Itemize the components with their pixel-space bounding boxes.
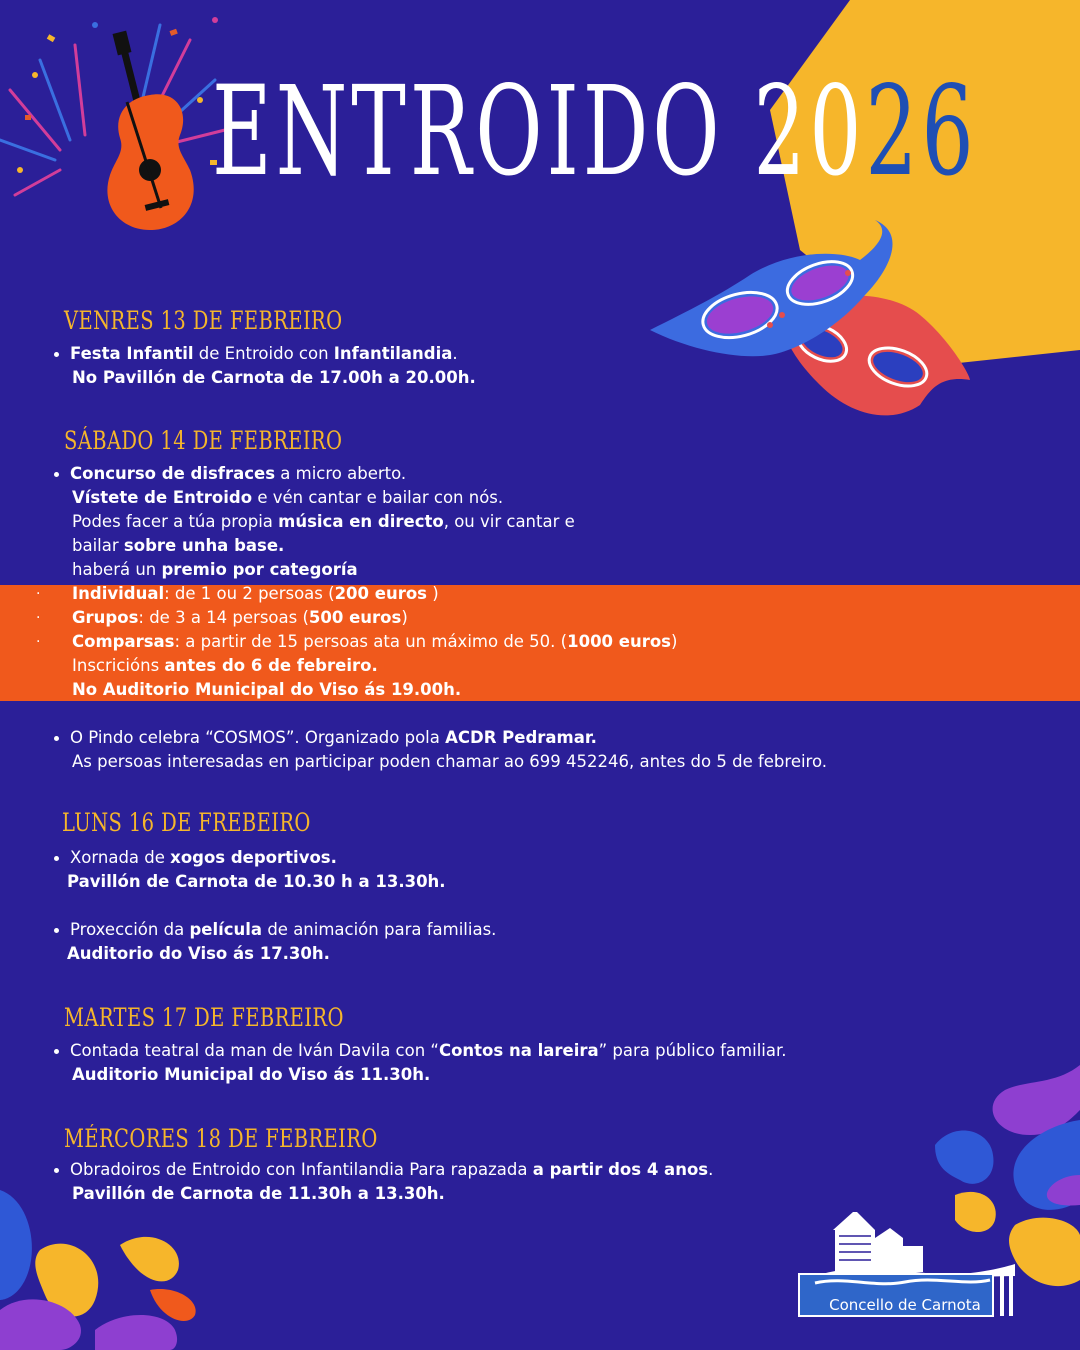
event-description: As persoas interesadas en participar poden chamar ao 699 452246, antes do 5 de febreiro. xyxy=(72,752,828,771)
list-item: O Pindo celebra “COSMOS”. Organizado pola ACDR Pedramar. xyxy=(70,726,597,750)
page-title xyxy=(212,60,978,204)
title-year-suffix: 26 xyxy=(865,60,978,204)
list-item: Concurso de disfraces a micro aberto. xyxy=(70,462,406,486)
event-description: Podes facer a túa propia música en directo, ou vir cantar e xyxy=(72,512,575,531)
event-description: haberá un premio por categoría xyxy=(72,560,358,579)
heading-mercores: MÉRCORES 18 DE FEBREIRO xyxy=(64,1124,378,1153)
logo-text: Concello de Carnota xyxy=(829,1296,981,1314)
carnival-masks-icon xyxy=(650,215,980,430)
registration-deadline: Inscricións antes do 6 de febreiro. xyxy=(72,656,378,675)
title-main: ENTROIDO 20 xyxy=(212,60,866,204)
prize-groups: · Grupos: de 3 a 14 persoas (500 euros) xyxy=(72,606,408,630)
event-location: No Auditorio Municipal do Viso ás 19.00h. xyxy=(72,680,462,699)
list-item: Xornada de xogos deportivos. xyxy=(70,846,337,870)
list-item: Proxección da película de animación para familias. xyxy=(70,918,496,942)
paint-splash-decoration xyxy=(0,1190,210,1350)
heading-venres: VENRES 13 DE FEBREIRO xyxy=(64,306,343,335)
event-description: bailar sobre unha base. xyxy=(72,536,285,555)
list-item: Contada teatral da man de Iván Davila con “Contos na lareira” para público familiar. xyxy=(70,1039,787,1063)
prize-individual: · Individual: de 1 ou 2 persoas (200 euros ) xyxy=(72,582,439,606)
guitar-icon xyxy=(95,30,205,235)
event-location: Pavillón de Carnota de 11.30h a 13.30h. xyxy=(72,1184,445,1203)
event-location: Auditorio Municipal do Viso ás 11.30h. xyxy=(72,1065,431,1084)
event-description: Vístete de Entroido e vén cantar e bailar con nós. xyxy=(72,488,504,507)
event-location: Auditorio do Viso ás 17.30h. xyxy=(67,944,330,963)
heading-luns: LUNS 16 DE FREBEIRO xyxy=(62,808,311,837)
heading-sabado: SÁBADO 14 DE FEBREIRO xyxy=(64,426,343,455)
prize-comparsas: · Comparsas: a partir de 15 persoas ata un máximo de 50. (1000 euros) xyxy=(72,630,677,654)
heading-martes: MARTES 17 DE FEBREIRO xyxy=(64,1003,344,1032)
list-item: Obradoiros de Entroido con Infantilandia Para rapazada a partir dos 4 anos. xyxy=(70,1158,713,1182)
event-location: No Pavillón de Carnota de 17.00h a 20.00h. xyxy=(72,368,476,387)
event-location: Pavillón de Carnota de 10.30 h a 13.30h. xyxy=(67,872,446,891)
list-item: Festa Infantil de Entroido con Infantilandia. xyxy=(70,342,458,366)
